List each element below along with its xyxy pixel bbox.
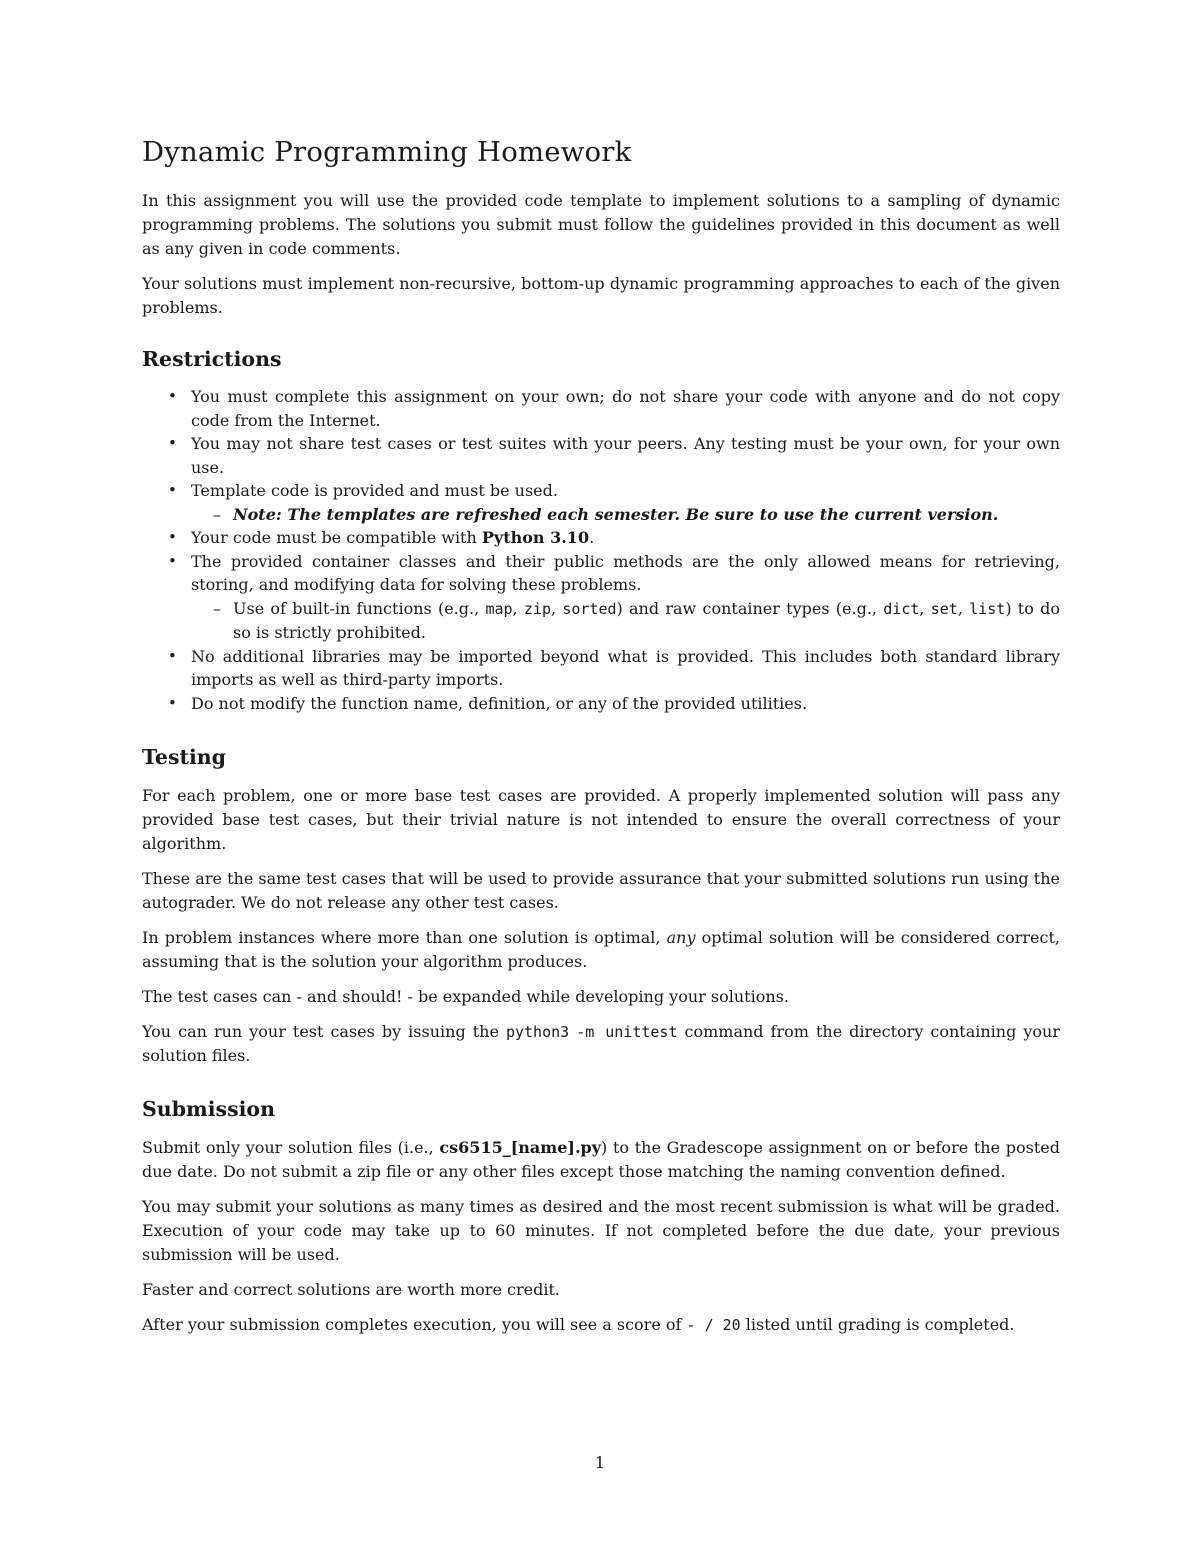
dash-icon: –: [213, 598, 221, 618]
bullet-icon: •: [168, 528, 177, 546]
testing-paragraph-4: The test cases can - and should! - be expanded while developing your solutions.: [142, 987, 789, 1006]
restriction-sublist: [191, 597, 1060, 645]
separator-text: ,: [957, 598, 970, 618]
separator-text: ,: [919, 598, 931, 618]
submission-text: ) to the Gradescope assignment on or before the posted due date. Do not submit a zip file or any other files except those matching the naming convention defined.: [142, 1138, 1060, 1181]
submission-heading: Submission: [142, 1097, 275, 1121]
submission-paragraph-2: You may submit your solutions as many times as desired and the most recent submission is what will be graded. Execution of your code may take up to 60 minutes. If not completed before the due date, your previous submission will be used.: [142, 1197, 1060, 1264]
score-placeholder: - / 20: [686, 1316, 741, 1334]
restriction-text: No additional libraries may be imported beyond what is provided. This includes both standard library imports as well as third-party imports.: [191, 646, 1060, 689]
code-set: set: [930, 599, 958, 618]
restriction-sublist: [191, 503, 1060, 527]
restriction-subitem: [191, 597, 1060, 645]
solution-filename: cs6515_[name].py: [439, 1138, 602, 1157]
bullet-icon: •: [168, 646, 177, 665]
dash-icon: –: [213, 504, 221, 524]
submission-text: After your submission completes execution, you will see a score of: [142, 1315, 687, 1334]
testing-text: command from the directory containing your solution files.: [142, 1022, 1060, 1065]
document-title: Dynamic Programming Homework: [142, 136, 632, 168]
python-version: Python 3.10: [481, 528, 590, 547]
testing-heading: Testing: [142, 745, 226, 769]
bullet-icon: •: [168, 434, 177, 452]
testing-paragraph-5: [142, 1020, 1060, 1068]
code-map: map: [485, 599, 513, 618]
restriction-text: Do not modify the function name, definition, or any of the provided utilities.: [191, 693, 808, 713]
bullet-icon: •: [168, 387, 177, 405]
restriction-text: Template code is provided and must be used.: [191, 481, 558, 500]
emphasis-any: any: [666, 928, 696, 947]
intro-paragraph-1: In this assignment you will use the provided code template to implement solutions to a sampling of dynamic programming problems. The solutions you submit must follow the guidelines provided in this document as well as any given in code comments.: [142, 191, 1060, 258]
restriction-text: Use of built-in functions (e.g.,: [233, 598, 486, 618]
restriction-text: You must complete this assignment on your own; do not share your code with anyone and do not copy code from the Internet.: [191, 387, 1060, 430]
testing-paragraph-3: [142, 926, 1060, 974]
testing-text: optimal solution will be considered correct, assuming that is the solution your algorithm produces.: [142, 928, 1060, 971]
restriction-item: [142, 385, 1060, 432]
restriction-text: Your code must be compatible with: [191, 528, 482, 547]
submission-paragraph-3: Faster and correct solutions are worth more credit.: [142, 1280, 560, 1299]
restriction-text: ) and raw container types (e.g.,: [616, 598, 884, 618]
testing-text: You can run your test cases by issuing the: [142, 1022, 506, 1041]
code-zip: zip: [523, 599, 551, 618]
restrictions-list: [142, 385, 1060, 715]
code-python3: python3: [505, 1023, 570, 1041]
restriction-item: [142, 645, 1060, 692]
bullet-icon: •: [168, 693, 177, 712]
restriction-item: [142, 479, 1060, 526]
separator-text: ,: [512, 598, 524, 618]
bullet-icon: •: [168, 481, 177, 499]
bullet-icon: •: [168, 551, 177, 570]
submission-paragraph-1: [142, 1136, 1060, 1184]
testing-paragraph-1: For each problem, one or more base test cases are provided. A properly implemented solution will pass any provided base test cases, but their trivial nature is not intended to ensure the overall correctness of your algorithm.: [142, 786, 1060, 853]
submission-text: Submit only your solution files (i.e.,: [142, 1138, 440, 1157]
code-unittest: -m unittest: [576, 1023, 678, 1041]
restriction-item: [142, 526, 1060, 550]
intro-paragraph-2: Your solutions must implement non-recursive, bottom-up dynamic programming approaches to each of the given problems.: [142, 274, 1060, 317]
restriction-text: .: [589, 528, 595, 547]
page-number: 1: [594, 1453, 606, 1472]
testing-paragraph-2: These are the same test cases that will be used to provide assurance that your submitted solutions run using the autograder. We do not release any other test cases.: [142, 869, 1060, 912]
template-note: Note: The templates are refreshed each semester. Be sure to use the current version.: [233, 504, 999, 524]
code-list: list: [969, 599, 1006, 618]
restriction-subitem: [191, 503, 1060, 527]
page-content: [142, 128, 1060, 1348]
submission-paragraph-4: [142, 1313, 1060, 1337]
restrictions-heading: Restrictions: [142, 347, 282, 371]
restriction-item: [142, 432, 1060, 479]
code-dict: dict: [883, 599, 920, 618]
restriction-text: ) to do so is strictly prohibited.: [233, 598, 1061, 642]
submission-text: listed until grading is completed.: [740, 1315, 1015, 1334]
testing-text: In problem instances where more than one solution is optimal,: [142, 928, 667, 947]
code-sorted: sorted: [562, 599, 617, 618]
restriction-text: You may not share test cases or test suites with your peers. Any testing must be your own, for your own use.: [191, 434, 1060, 477]
restriction-item: [142, 550, 1060, 645]
restriction-text: The provided container classes and their public methods are the only allowed means for retrieving, storing, and modifying data for solving these problems.: [191, 551, 1060, 594]
separator-text: ,: [550, 598, 563, 618]
restriction-item: [142, 692, 1060, 716]
